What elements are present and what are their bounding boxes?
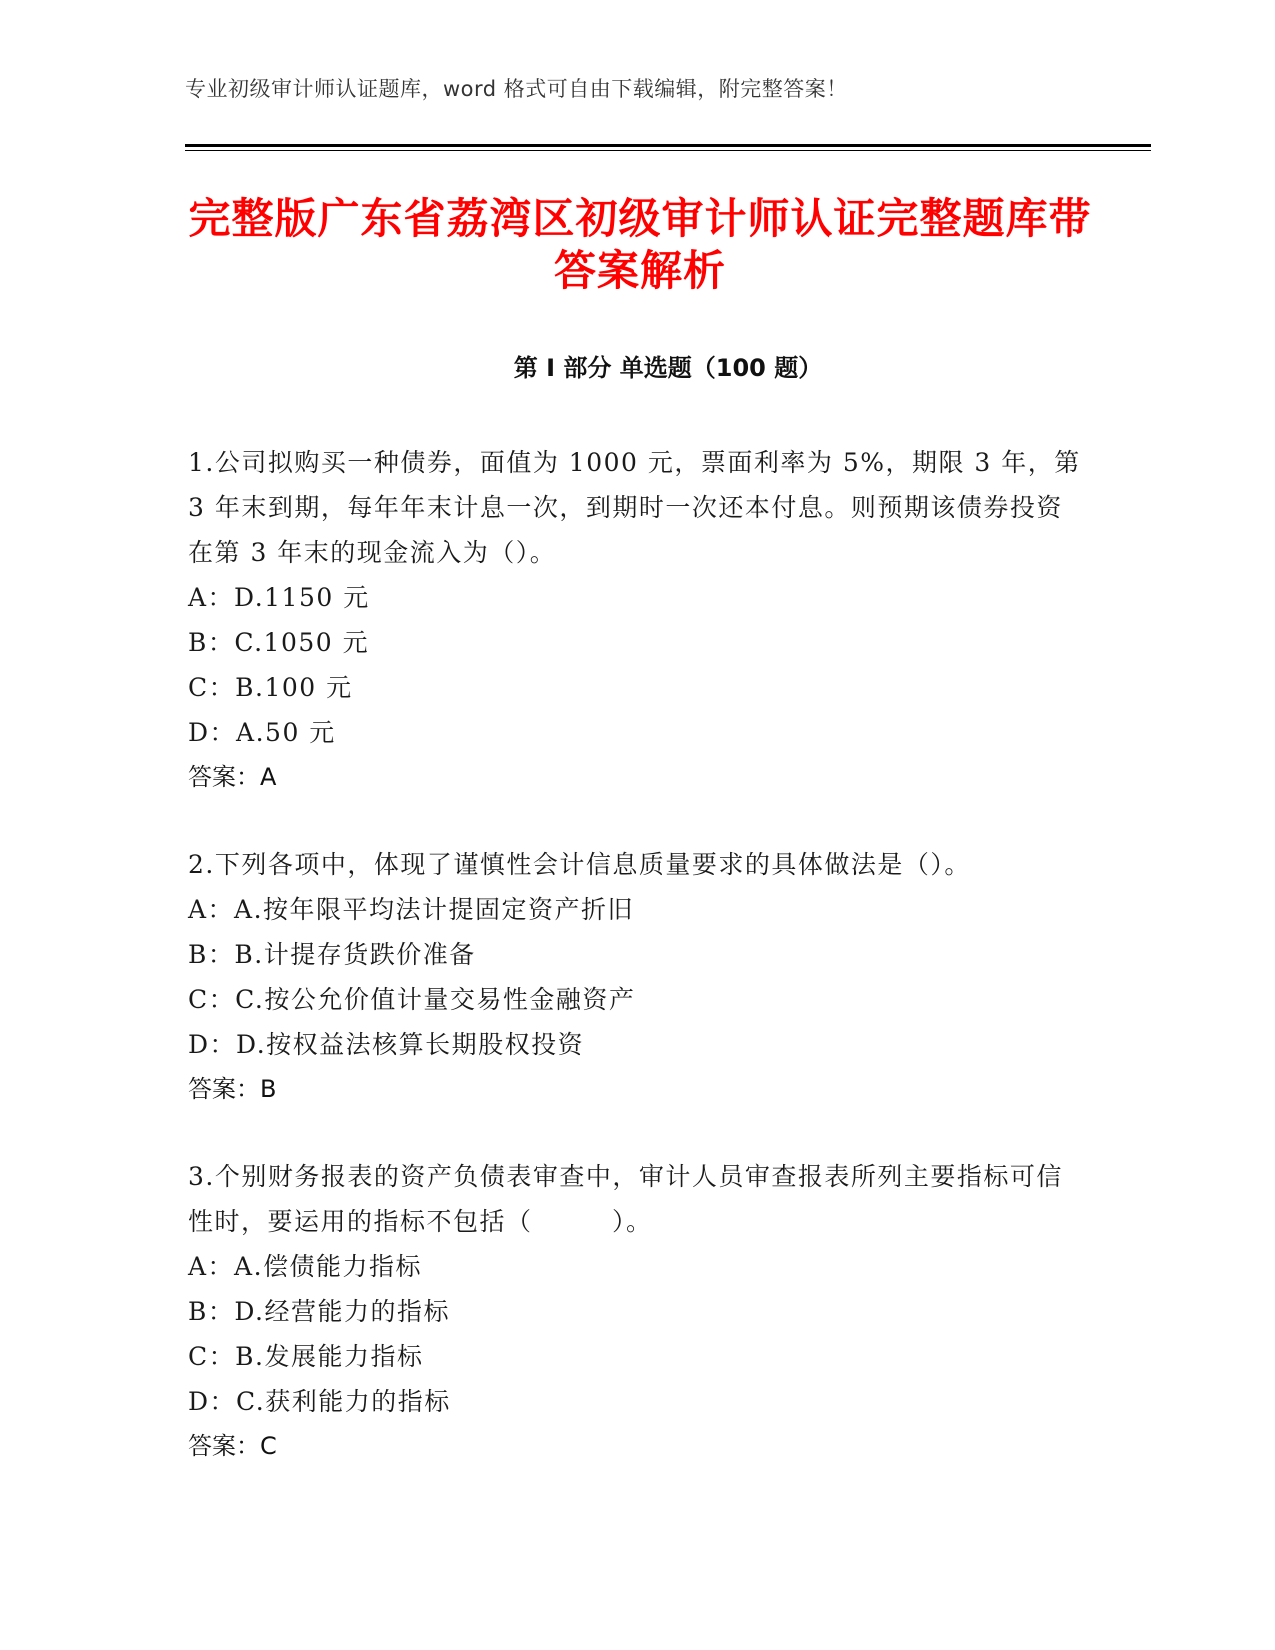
option-a: A：D.1150 元 [188,583,370,612]
question-3 [188,1154,1088,1469]
question-stem: 2.下列各项中，体现了谨慎性会计信息质量要求的具体做法是（）。 [188,850,971,879]
answer: 答案：C [188,1432,277,1460]
option-c: C：C.按公允价值计量交易性金融资产 [188,985,636,1014]
option-a: A：A.按年限平均法计提固定资产折旧 [188,895,635,924]
header-divider-thick [185,144,1151,147]
answer: 答案：A [188,763,277,791]
option-d: D：D.按权益法核算长期股权投资 [188,1030,585,1059]
option-a: A：A.偿债能力指标 [188,1252,423,1281]
option-d: D：A.50 元 [188,718,336,747]
option-b: B：B.计提存货跌价准备 [188,940,476,969]
question-stem: 1.公司拟购买一种债券，面值为 1000 元，票面利率为 5%，期限 3 年，第 3 年末到期，每年年末计息一次，到期时一次还本付息。则预期该债券投资在第 3 年末的现金流入为（）。 [188,448,1081,567]
option-d: D：C.获利能力的指标 [188,1387,451,1416]
question-1 [188,440,1088,800]
question-list [188,440,1088,1511]
document-title: 完整版广东省荔湾区初级审计师认证完整题库带答案解析 [188,194,1092,295]
option-b: B：C.1050 元 [188,628,370,657]
option-b: B：D.经营能力的指标 [188,1297,450,1326]
header-note: 专业初级审计师认证题库，word 格式可自由下载编辑，附完整答案！ [185,77,848,101]
header-divider-thin [185,150,1151,151]
question-2 [188,842,1088,1112]
option-c: C：B.发展能力指标 [188,1342,424,1371]
section-title: 第 I 部分 单选题（100 题） [513,354,823,382]
option-c: C：B.100 元 [188,673,353,702]
question-stem: 3.个别财务报表的资产负债表审查中，审计人员审查报表所列主要指标可信性时，要运用的指标不包括（ ）。 [188,1162,1063,1236]
answer: 答案：B [188,1075,277,1103]
